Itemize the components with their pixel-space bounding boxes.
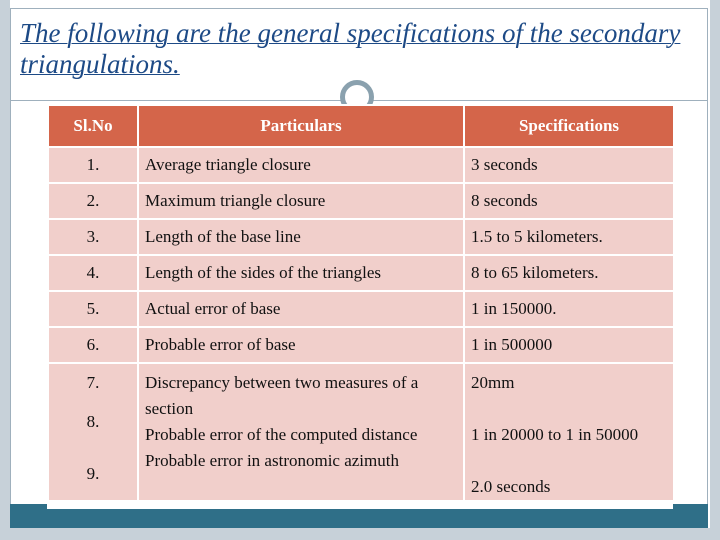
row-particular: Length of the base line <box>138 219 464 255</box>
row-spec: 2.0 seconds <box>471 477 551 496</box>
table-row <box>48 183 674 219</box>
row-number: 1. <box>48 147 138 183</box>
row-number: 6. <box>48 327 138 363</box>
right-frame-bar <box>710 0 720 540</box>
row-particular: Discrepancy between two measures of a section <box>145 373 419 418</box>
title-text: The following are the general specifications of the secondary triangulations. <box>20 18 681 79</box>
table-row <box>48 147 674 183</box>
row-number: 9. <box>86 464 100 483</box>
table-row <box>48 219 674 255</box>
row-spec: 1 in 500000 <box>464 327 674 363</box>
merged-row-numbers <box>48 363 138 501</box>
specifications-table <box>47 104 673 509</box>
table-row <box>48 255 674 291</box>
table-header-row <box>48 105 674 147</box>
row-number: 4. <box>48 255 138 291</box>
row-particular: Length of the sides of the triangles <box>138 255 464 291</box>
table-row-merged <box>48 363 674 501</box>
row-particular: Average triangle closure <box>138 147 464 183</box>
table-row <box>48 327 674 363</box>
row-spec: 8 seconds <box>464 183 674 219</box>
row-particular: Probable error of base <box>138 327 464 363</box>
row-spec: 8 to 65 kilometers. <box>464 255 674 291</box>
header-particulars: Particulars <box>138 105 464 147</box>
row-spec: 1 in 150000. <box>464 291 674 327</box>
bottom-frame-bar <box>0 528 720 540</box>
merged-row-specs <box>464 363 674 501</box>
row-number: 8. <box>86 412 100 431</box>
row-spec: 1 in 20000 to 1 in 50000 <box>471 425 639 444</box>
row-particular: Probable error of the computed distance <box>145 425 418 444</box>
slide-title <box>20 18 700 79</box>
header-sl-no: Sl.No <box>48 105 138 147</box>
table-row <box>48 291 674 327</box>
left-frame-bar <box>0 0 10 540</box>
row-number: 2. <box>48 183 138 219</box>
row-spec: 1.5 to 5 kilometers. <box>464 219 674 255</box>
merged-row-particulars <box>138 363 464 501</box>
row-number: 3. <box>48 219 138 255</box>
header-specifications: Specifications <box>464 105 674 147</box>
row-spec: 20mm <box>471 373 515 392</box>
row-particular: Actual error of base <box>138 291 464 327</box>
row-particular: Maximum triangle closure <box>138 183 464 219</box>
row-particular: Probable error in astronomic azimuth <box>145 451 399 470</box>
row-number: 5. <box>48 291 138 327</box>
row-spec: 3 seconds <box>464 147 674 183</box>
row-number: 7. <box>86 373 100 392</box>
